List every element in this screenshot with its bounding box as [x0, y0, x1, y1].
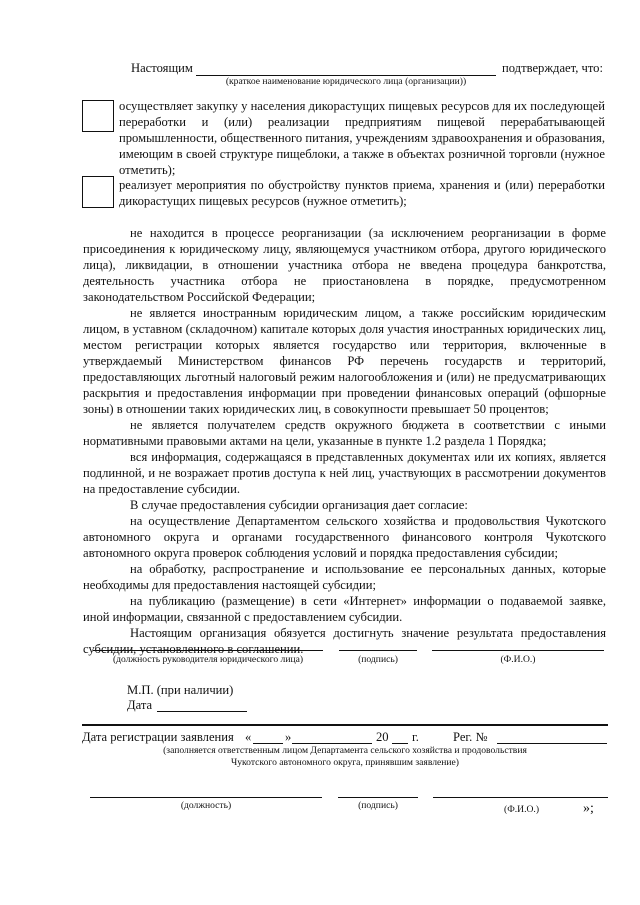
registration-year-suffix: г. — [412, 730, 419, 744]
registrar-name-hint: (Ф.И.О.) — [504, 804, 540, 815]
registration-open-quote: « — [245, 730, 252, 744]
head-signature-hint: (подпись) — [358, 654, 398, 665]
registration-day-field[interactable] — [253, 730, 283, 744]
registration-label: Дата регистрации заявления — [82, 730, 234, 744]
consent-personal-data: на обработку, распространение и использование ее персональных данных, которые необходимы для предоставления настоящей субсидии; — [83, 562, 606, 592]
organization-name-hint: (краткое наименование юридического лица (организации)) — [225, 76, 467, 87]
header-trail: подтверждает, что: — [502, 61, 603, 75]
organization-name-field[interactable] — [196, 61, 496, 76]
registration-year-field[interactable] — [392, 730, 408, 744]
head-name-hint: (Ф.И.О.) — [500, 654, 536, 665]
date-field[interactable] — [157, 697, 247, 712]
registration-month-field[interactable] — [292, 730, 372, 744]
registrar-name-field[interactable] — [433, 797, 608, 798]
registration-year-prefix: 20 — [376, 730, 389, 744]
consent-inspections: на осуществление Департаментом сельского хозяйства и продовольствия Чукотского автономного округа и органами государственного финансового контроля Чукотского автономного округа проверок соблюдения условий и порядка предоставления субсидии; — [83, 514, 606, 560]
date-label: Дата — [127, 698, 153, 712]
declaration-foreign-entity: не является иностранным юридическим лицом, а также российским юридическим лицом, в уставном (складочном) капитале которых доля участия иностранных юридических лиц, местом регистрации которых является государство или территория, включенные в утверждаемый Министерством финансов РФ перечень государств и территорий, предоставляющих льготный налоговый режим налогообложения и (или) не предусматривающих раскрытия и предоставления информации при проведении финансовых операций (офшорные зоны) в отношении таких юридических лиц, в совокупности превышает 50 процентов; — [83, 306, 606, 416]
registration-close-quote: » — [285, 730, 292, 744]
registrar-position-hint: (должность) — [180, 800, 232, 811]
registration-number-field[interactable] — [497, 730, 607, 744]
registrar-signature-field[interactable] — [338, 797, 418, 798]
registration-number-label: Рег. № — [453, 730, 488, 744]
declaration-authenticity: вся информация, содержащаяся в представленных документах или их копиях, является подлинной, и не возражает против доступа к ней лиц, участвующих в рассмотрении документов на предоставление субсидии. — [83, 450, 606, 496]
registration-hint-line2: Чукотского автономного округа, принявшим заявление) — [230, 757, 460, 768]
purchase-activity-text: осуществляет закупку у населения дикорастущих пищевых ресурсов для их последующей переработки и (или) реализации предприятиям пищевой перерабатывающей промышленности, общественного питания, учреждениям здравоохранения и образования, имеющим в своей структуре пищеблоки, а также в объектах розничной торговли (нужное отметить); — [119, 99, 605, 177]
header-lead: Настоящим — [131, 61, 193, 75]
head-signature-field[interactable] — [339, 650, 417, 651]
declaration-reorganization: не находится в процессе реорганизации (за исключением реорганизации в форме присоединения к юридическому лицу, являющемуся участником отбора, другого юридического лица), ликвидации, в отношении участника отбора не введена процедура банкротства, деятельность участника отбора не приостановлена в порядке, предусмотренном законодательством Российской Федерации; — [83, 226, 606, 304]
registrar-signature-hint: (подпись) — [358, 800, 398, 811]
storage-points-checkbox[interactable] — [82, 176, 114, 208]
head-position-field[interactable] — [93, 650, 323, 651]
closing-quote: »; — [583, 801, 594, 816]
registration-hint-line1: (заполняется ответственным лицом Департамента сельского хозяйства и продовольствия — [163, 745, 527, 756]
consent-publication: на публикацию (размещение) в сети «Интернет» информации о подаваемой заявке, иной информации, связанной с предоставлением субсидии. — [83, 594, 606, 624]
result-obligation: Настоящим организация обязуется достигнуть значение результата предоставления субсидии, установленного в соглашении. — [83, 626, 606, 656]
storage-points-text: реализует мероприятия по обустройству пунктов приема, хранения и (или) переработки дикорастущих пищевых ресурсов (нужное отметить); — [119, 178, 605, 208]
registrar-position-field[interactable] — [90, 797, 322, 798]
consent-intro: В случае предоставления субсидии организация дает согласие: — [130, 498, 468, 512]
section-divider — [82, 724, 608, 726]
head-name-field[interactable] — [432, 650, 604, 651]
head-position-hint: (должность руководителя юридического лица) — [112, 654, 304, 665]
declaration-budget-funds: не является получателем средств окружного бюджета в соответствии с иными нормативными правовыми актами на цели, указанные в пункте 1.2 раздела 1 Порядка; — [83, 418, 606, 448]
purchase-activity-checkbox[interactable] — [82, 100, 114, 132]
stamp-label: М.П. (при наличии) — [127, 683, 234, 697]
declarations-body — [83, 225, 606, 657]
